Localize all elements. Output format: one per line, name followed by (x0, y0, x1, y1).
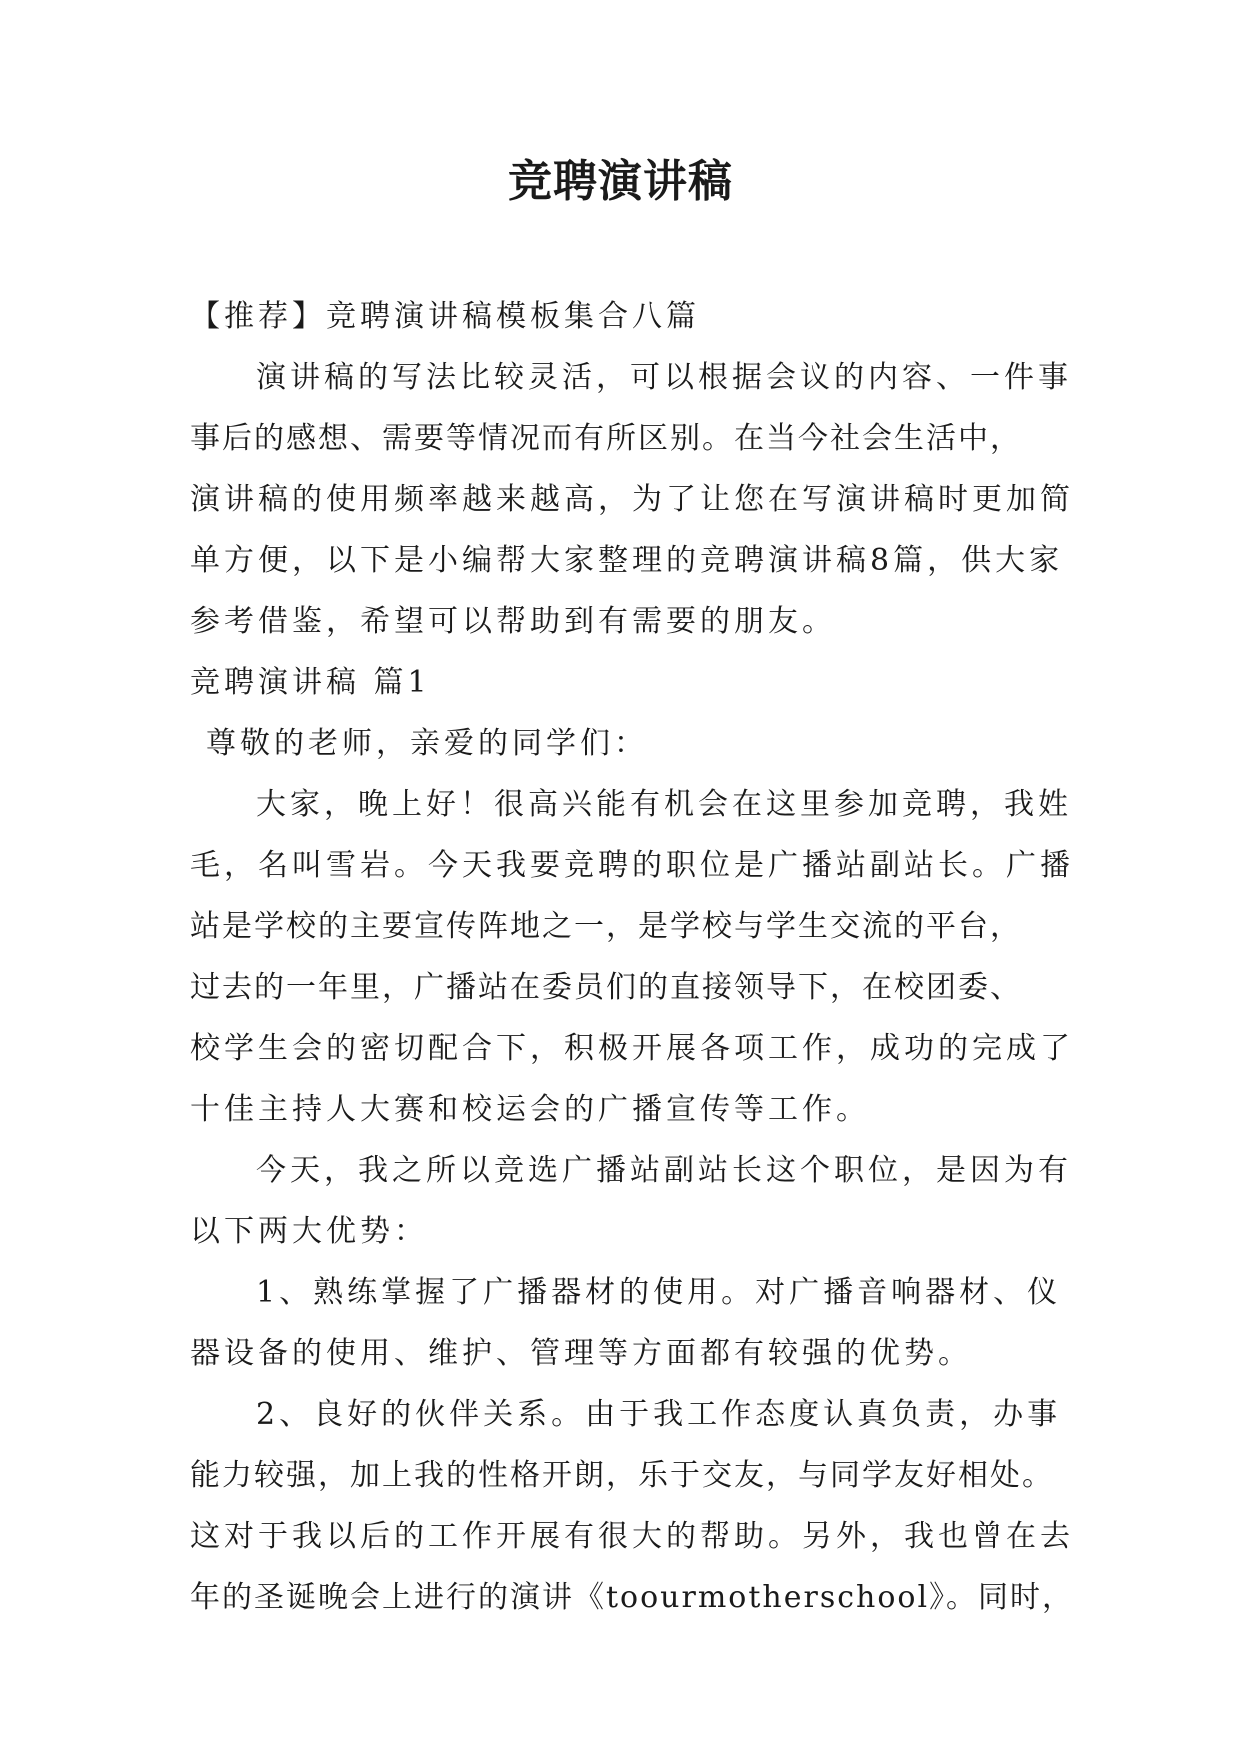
paragraph-line: 毛，名叫雪岩。今天我要竞聘的职位是广播站副站长。广播 (190, 848, 1074, 883)
paragraph-line: 能力较强，加上我的性格开朗，乐于交友，与同学友好相处。 (190, 1458, 1054, 1493)
paragraph-line: 今天，我之所以竞选广播站副站长这个职位，是因为有 (256, 1153, 1072, 1188)
paragraph-line: 过去的一年里，广播站在委员们的直接领导下，在校团委、 (190, 970, 1022, 1005)
paragraph-line: 以下两大优势： (190, 1214, 428, 1249)
salutation-line: 尊敬的老师，亲爱的同学们： (206, 726, 648, 761)
paragraph-line: 事后的感想、需要等情况而有所区别。在当今社会生活中， (190, 421, 1022, 456)
paragraph-line: 站是学校的主要宣传阵地之一，是学校与学生交流的平台， (190, 909, 1022, 944)
paragraph-line: 器设备的使用、维护、管理等方面都有较强的优势。 (190, 1336, 972, 1371)
paragraph-line: 演讲稿的写法比较灵活，可以根据会议的内容、一件事 (256, 360, 1072, 395)
paragraph-line: 十佳主持人大赛和校运会的广播宣传等工作。 (190, 1092, 870, 1127)
paragraph-line: 【推荐】竞聘演讲稿模板集合八篇 (190, 299, 700, 334)
paragraph-line: 2、良好的伙伴关系。由于我工作态度认真负责，办事 (256, 1397, 1062, 1432)
paragraph-line: 单方便，以下是小编帮大家整理的竞聘演讲稿8篇，供大家 (190, 543, 1064, 578)
document-title: 竞聘演讲稿 (508, 156, 733, 207)
section-heading: 竞聘演讲稿 篇1 (190, 665, 431, 700)
paragraph-line: 这对于我以后的工作开展有很大的帮助。另外，我也曾在去 (190, 1519, 1074, 1554)
paragraph-line: 年的圣诞晚会上进行的演讲《toourmotherschool》。同时， (190, 1580, 1075, 1615)
paragraph-line: 参考借鉴，希望可以帮助到有需要的朋友。 (190, 604, 836, 639)
paragraph-line: 1、熟练掌握了广播器材的使用。对广播音响器材、仪 (256, 1275, 1062, 1310)
paragraph-line: 大家，晚上好！很高兴能有机会在这里参加竞聘，我姓 (256, 787, 1072, 822)
paragraph-line: 演讲稿的使用频率越来越高，为了让您在写演讲稿时更加简 (190, 482, 1074, 517)
document-body (190, 286, 1075, 1628)
paragraph-line: 校学生会的密切配合下，积极开展各项工作，成功的完成了 (190, 1031, 1074, 1066)
